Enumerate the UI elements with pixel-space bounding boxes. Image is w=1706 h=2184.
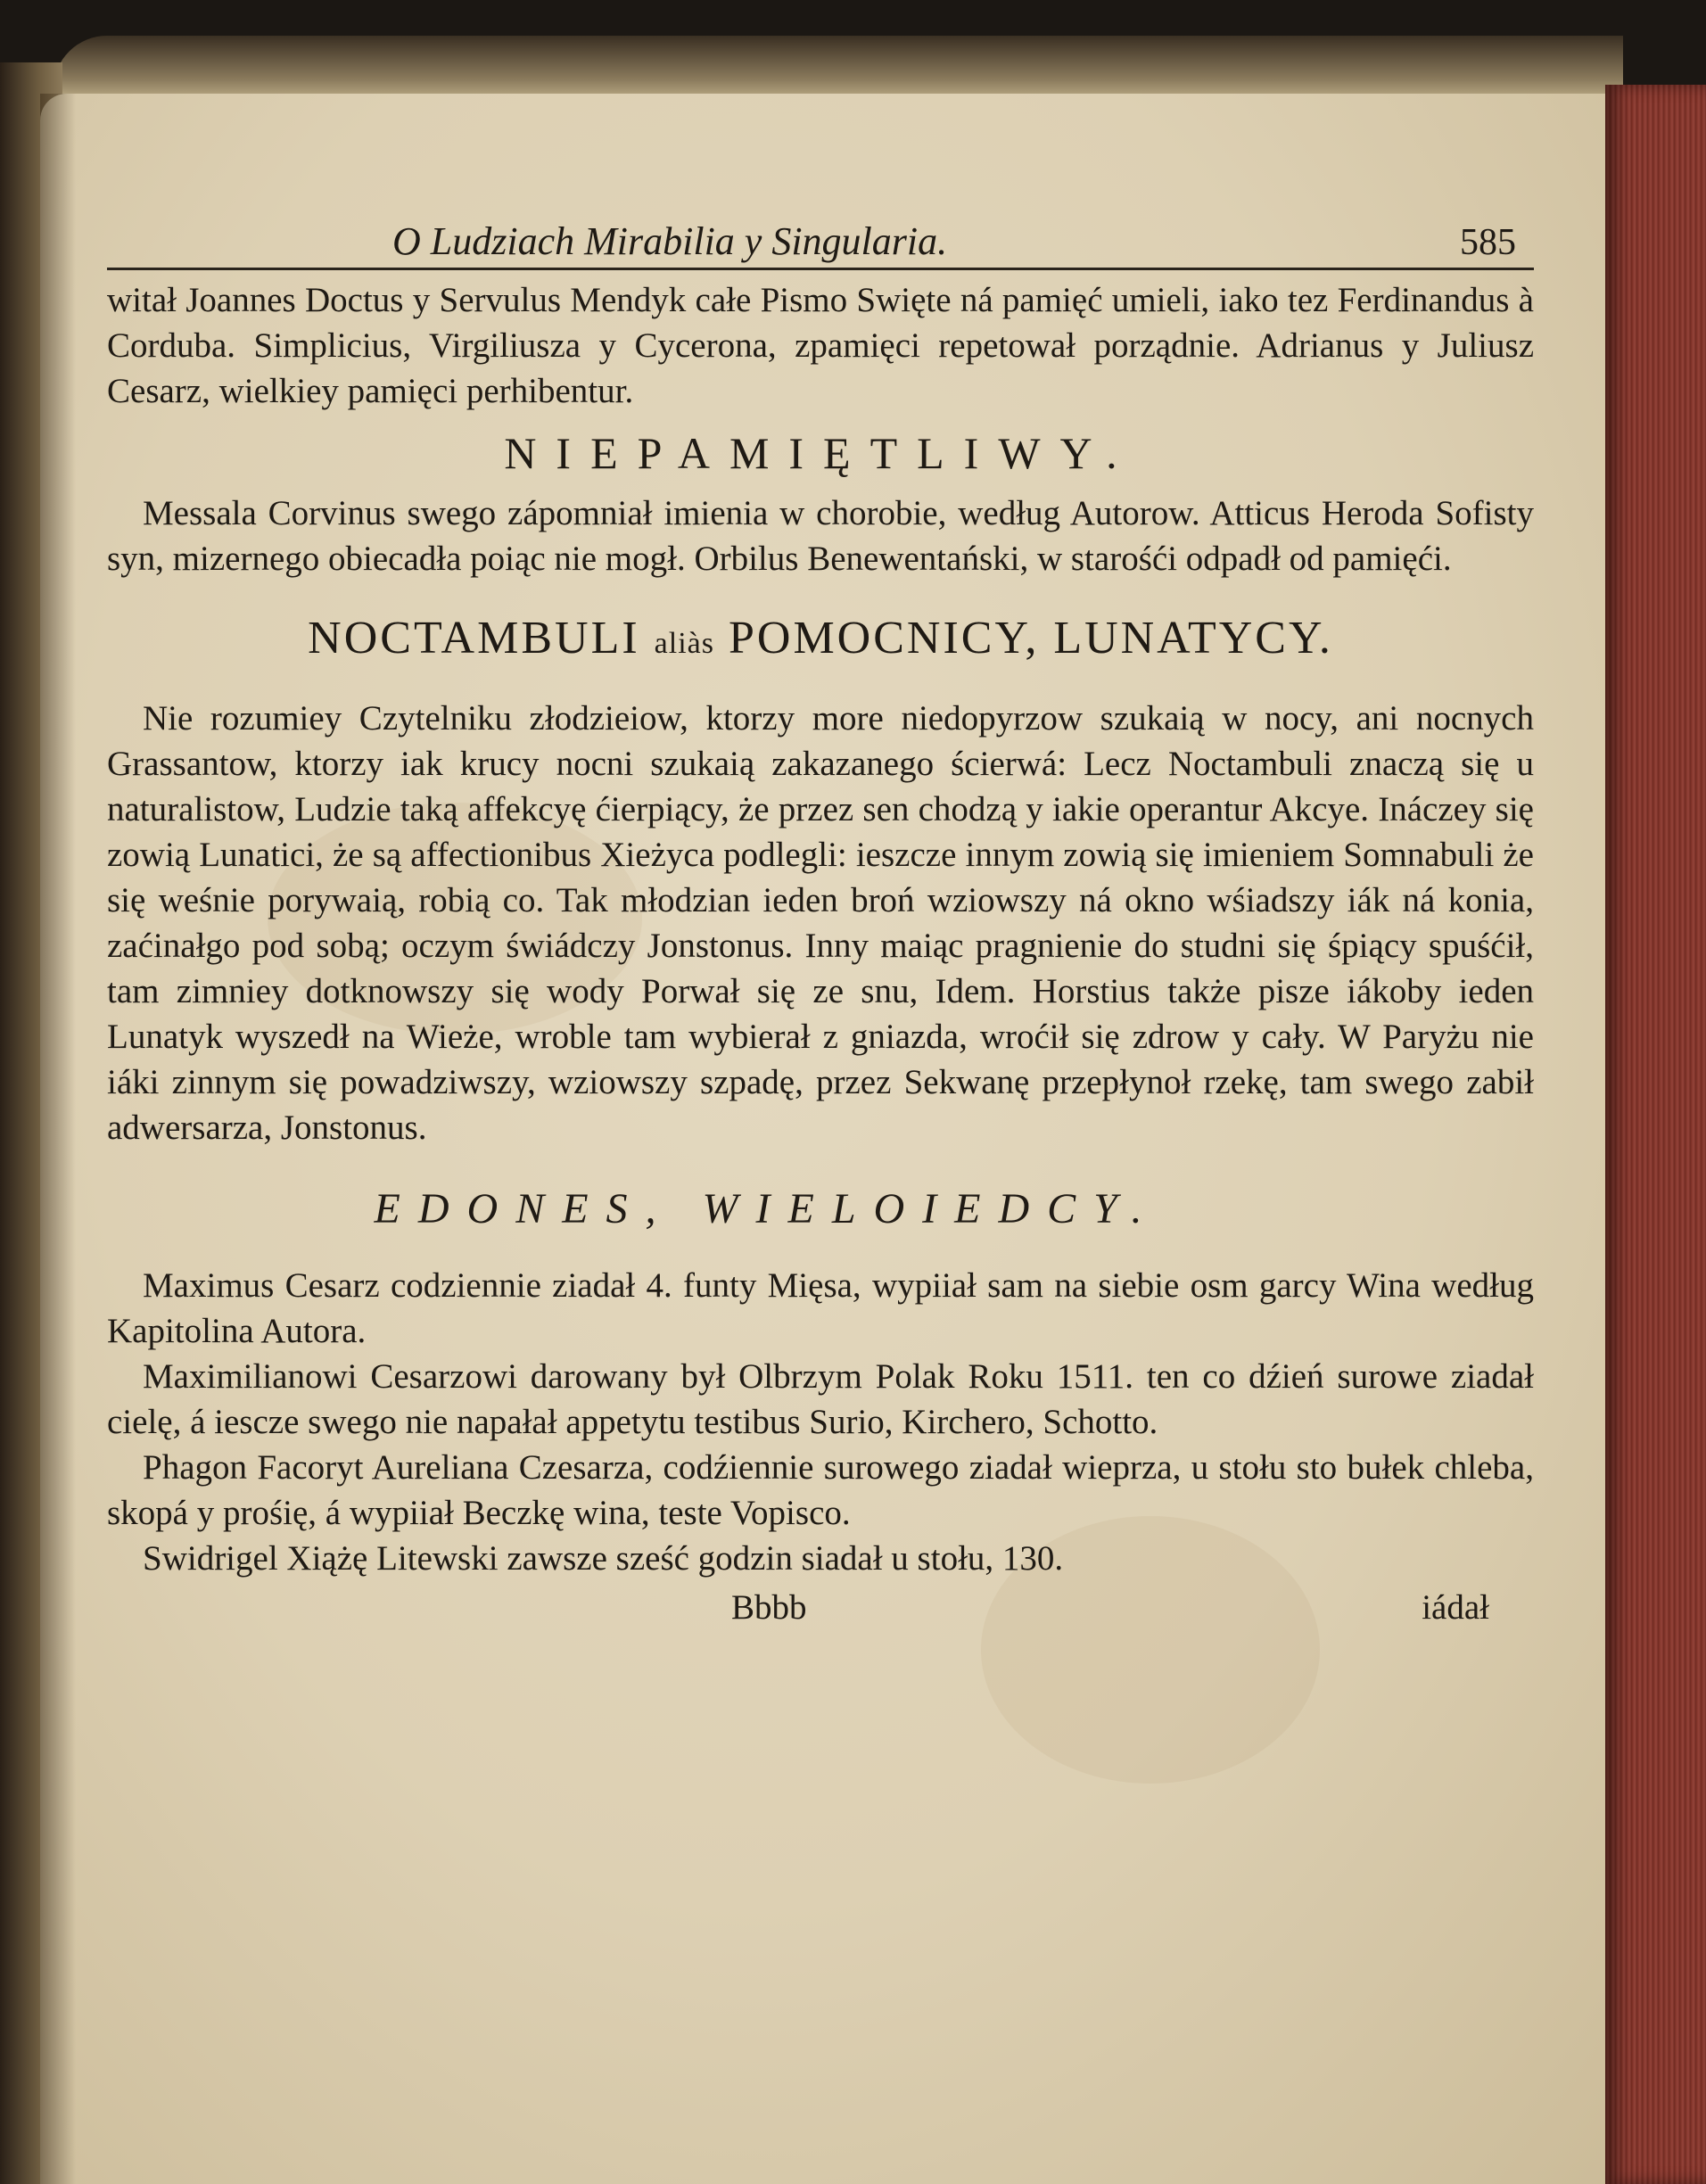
running-head: [107, 218, 1534, 270]
paragraph-maximus: Maximus Cesarz codziennie ziadał 4. funty Mięsa, wypiiał sam na siebie osm garcy Wina według Kapitolina Autora.: [107, 1266, 1534, 1350]
page-footer: [107, 1585, 1534, 1630]
paragraph-phagon: Phagon Facoryt Aureliana Czesarza, codźiennie surowego ziadał wieprza, u stołu sto bułek chleba, skopá y prośię, á wypiiał Beczkę wina, teste Vopisco.: [107, 1448, 1534, 1532]
running-title: O Ludziach Mirabilia y Singularia.: [392, 219, 948, 263]
paragraph-forgetful: Messala Corvinus swego zápomniał imienia w chorobie, według Autorow. Atticus Heroda Sofisty syn, mizernego obiecadła poiąc nie mogł. Orbilus Benewentański, w starośći odpadł od pamięći.: [107, 494, 1534, 578]
page-text: [107, 218, 1534, 1630]
page-number: 585: [1460, 222, 1516, 263]
heading-noctambuli: [107, 610, 1534, 672]
heading-noctambuli-main: NOCTAMBULI: [308, 613, 640, 663]
heading-noctambuli-rest: POMOCNICY, LUNATYCY.: [728, 613, 1333, 663]
signature-mark: Bbbb: [731, 1588, 807, 1627]
heading-edones: EDONES, WIELOIEDCY.: [374, 1185, 1160, 1232]
paragraph-swidrigel: Swidrigel Xiążę Litewski zawsze sześć godzin siadał u stołu, 130.: [143, 1539, 1064, 1578]
red-fore-edge: [1605, 85, 1706, 2184]
page-top-edge: [54, 36, 1623, 98]
paragraph-maximilian: Maximilianowi Cesarzowi darowany był Olbrzym Polak Roku 1511. ten co dźień surowe ziadał cielę, á iescze swego nie napałał appetytu testibus Surio, Kirchero, Schotto.: [107, 1357, 1534, 1441]
heading-niepamietliwy: NIEPAMIĘTLIWY.: [504, 428, 1137, 478]
paragraph-sleepwalkers: Nie rozumiey Czytelniku złodzieiow, ktorzy more niedopyrzow szukaią w nocy, ani nocnych Grassantow, ktorzy iak krucy nocni szukaią zakazanego ścierwá: Lecz Noctambuli znaczą się u naturalistow, Ludzie taką affekcyę ćierpiący, że przez sen chodzą y iakie operantur Akcye. Ináczey się zowią Lunatici, że są affectionibus Xieżyca podlegli: ieszcze innym zowią się imieniem Somnabuli że się weśnie porywaią, robią co. Tak młodzian ieden broń wziowszy ná okno wśiadszy iák ná konia, zaćinałgo pod sobą; oczym świádczy Jonstonus. Inny maiąc pragnienie do studni się śpiący spuśćił, tam zimniey dotknowszy się wody Porwał się ze snu, Idem. Horstius także pisze iákoby ieden Lunatyk wyszedł na Wieże, wroble tam wybierał z gniazda, wroćił się zdrow y cały. W Paryżu nie iáki zinnym się powadziwszy, wziowszy szpadę, przez Sekwanę przepłynoł rzekę, tam swego zabił adwersarza, Jonstonus.: [107, 699, 1534, 1147]
catchword: iádał: [1422, 1588, 1489, 1627]
page-gutter: [40, 94, 76, 2184]
paragraph-memory-continued: witał Joannes Doctus y Servulus Mendyk całe Pismo Swięte ná pamięć umieli, iako tez Ferdinandus à Corduba. Simplicius, Virgiliusza y Cycerona, zpamięci repetował porządnie. Adrianus y Juliusz Cesarz, wielkiey pamięci perhibentur.: [107, 281, 1534, 410]
heading-alias: aliàs: [654, 627, 714, 660]
